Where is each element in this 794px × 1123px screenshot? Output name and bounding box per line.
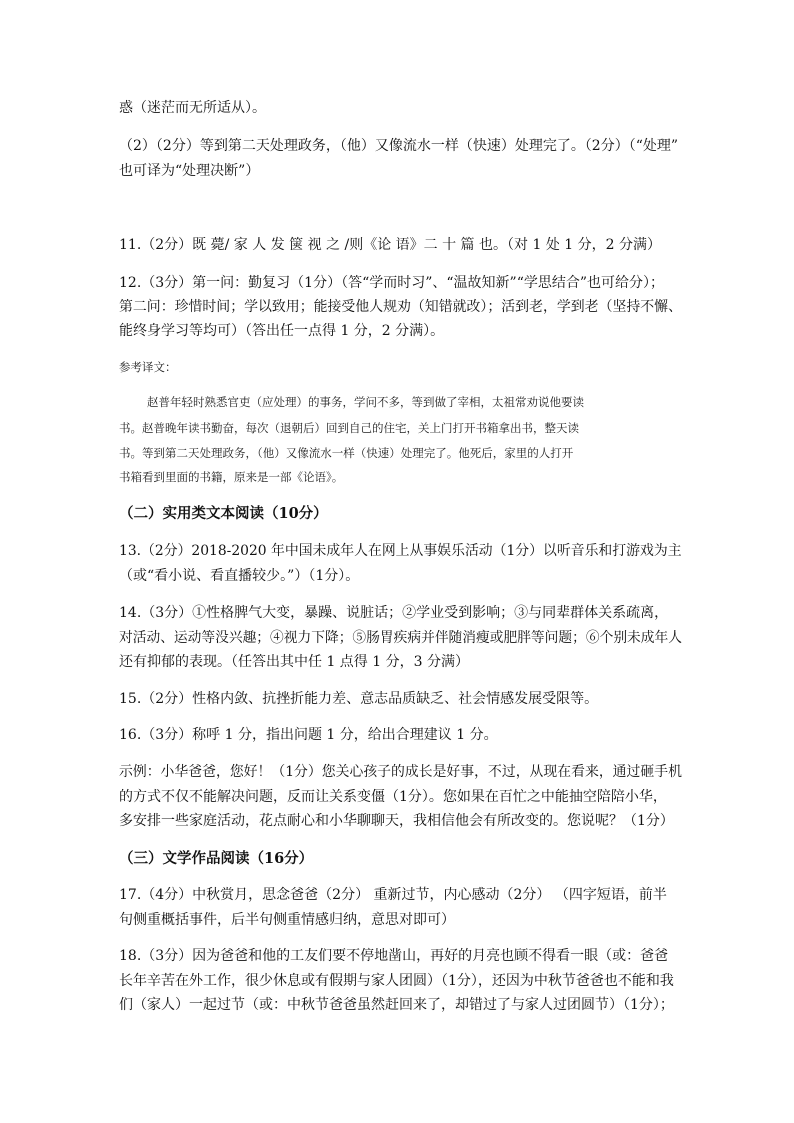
answer-17: 17.（4分）中秋赏月，思念爸爸（2分） 重新过节，内心感动（2分） （四字短语，前半 [119,887,667,903]
translation-line: 书。赵普晚年读书勤奋，每次（退朝后）回到自己的住宅，关上门打开书箱拿出书，整天读 [119,421,579,435]
answer-line: 能终身学习等均可）（答出任一点得 1 分，2 分满）。 [119,323,445,339]
example-line: 多安排一些家庭活动，花点耐心和小华聊聊天，我相信他会有所改变的。您说呢？（1分） [119,813,674,829]
answer-14: 14.（3分）①性格脾气大变，暴躁、说脏话；②学业受到影响；③与同辈群体关系疏离， [119,605,669,621]
translation-line: 赵普年轻时熟悉官吏（应处理）的事务，学问不多，等到做了宰相，太祖常劝说他要读 [147,395,584,409]
answer-16: 16.（3分）称呼 1 分，指出问题 1 分，给出合理建议 1 分。 [119,727,498,743]
example-line: 示例：小华爸爸，您好！（1分）您关心孩子的成长是好事，不过，从现在看来，通过砸手机 [119,764,682,780]
answer-line: （2）（2分）等到第二天处理政务，（他）又像流水一样（快速）处理完了。（2分）（“处理” [119,138,679,154]
example-line: 的方式不仅不能解决问题，反而让关系变僵（1分）。您如果在百忙之中能抽空陪陪小华， [119,789,667,805]
answer-line: 也可译为“处理决断”） [119,163,260,179]
answer-line: 们（家人）一起过节（或：中秋节爸爸虽然赶回来了，却错过了与家人过团圆节）（1分）； [119,997,674,1013]
translation-heading: 参考译文： [119,360,177,374]
answer-13: 13.（2分）2018-2020 年中国未成年人在网上从事娱乐活动（1分）以听音乐和打游戏为主 [119,543,682,559]
section-heading: （三）文学作品阅读（16分） [119,850,314,867]
answer-line: 句侧重概括事件，后半句侧重情感归纳，意思对即可） [119,912,455,928]
answer-line: 对活动、运动等没兴趣；④视力下降；⑤肠胃疾病并伴随消瘦或肥胖等问题；⑥个别未成年人 [119,630,682,646]
translation-line: 书箱看到里面的书籍，原来是一部《论语》。 [119,470,344,484]
answer-line: 惑（迷茫而无所适从）。 [119,100,266,116]
answer-15: 15.（2分）性格内敛、抗挫折能力差、意志品质缺乏、社会情感发展受限等。 [119,691,599,707]
answer-12: 12.（3分）第一问：勤复习（1分）（答“学而时习”、“温故知新”“学思结合”也可给分）； [119,275,665,291]
answer-line: （或“看小说、看直播较少。”）（1分）。 [119,568,360,584]
answer-18: 18.（3分）因为爸爸和他的工友们要不停地凿山，再好的月亮也顾不得看一眼（或：爸爸 [119,948,669,964]
answer-line: 长年辛苦在外工作，很少休息或有假期与家人团圆）（1分），还因为中秋节爸爸也不能和我 [119,973,674,989]
answer-11: 11.（2分）既 薨/ 家 人 发 箧 视 之 /则《论 语》二 十 篇 也。（对 1 处 1 分，2 分满） [119,237,661,253]
translation-line: 书。等到第二天处理政务，（他）又像流水一样（快速）处理完了。他死后，家里的人打开 [119,446,574,460]
answer-line: 还有抑郁的表现。（任答出其中任 1 点得 1 分，3 分满） [119,654,469,670]
section-heading: （二）实用类文本阅读（10分） [119,505,328,522]
answer-line: 第二问：珍惜时间；学以致用；能接受他人规劝（知错就改）；活到老，学到老（坚持不懈、 [119,299,682,315]
